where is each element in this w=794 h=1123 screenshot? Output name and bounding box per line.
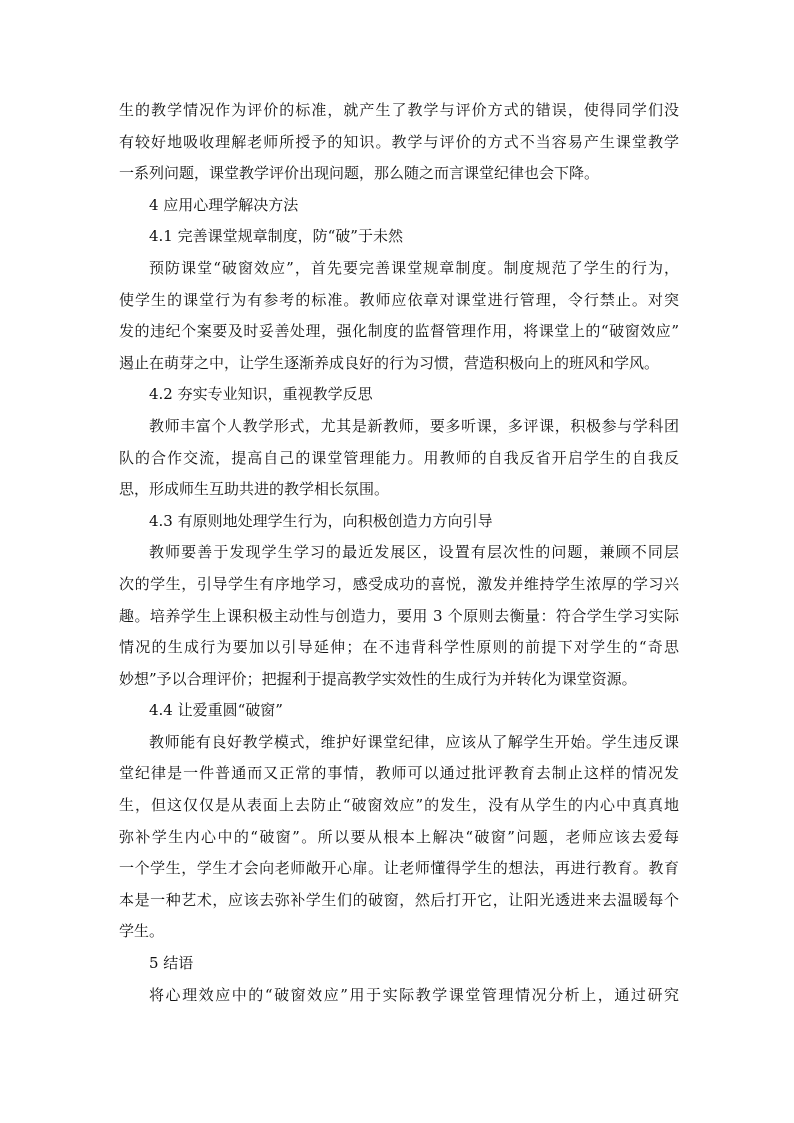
paragraph-line: 生的教学情况作为评价的标准，就产生了教学与评价方式的错误，使得同学们没	[119, 101, 679, 119]
paragraph-line: 发的违纪个案要及时妥善处理，强化制度的监督管理作用，将课堂上的“破窗效应”	[119, 322, 679, 341]
paragraph-line: 情况的生成行为要加以引导延伸；在不违背科学性原则的前提下对学生的“奇思	[119, 638, 679, 657]
paragraph-line: 学生。	[119, 922, 165, 941]
subsection-heading: 4.4 让爱重圆“破窗”	[149, 701, 283, 720]
subsection-heading: 4.2 夯实专业知识，重视教学反思	[149, 385, 373, 404]
paragraph-line: 队的合作交流，提高自己的课堂管理能力。用教师的自我反省开启学生的自我反	[119, 448, 679, 467]
section-heading: 4 应用心理学解决方法	[149, 195, 299, 214]
paragraph-line: 教师要善于发现学生学习的最近发展区，设置有层次性的问题，兼顾不同层	[149, 543, 679, 562]
paragraph-line: 次的学生，引导学生有序地学习，感受成功的喜悦，激发并维持学生浓厚的学习兴	[119, 574, 679, 593]
body-text	[119, 95, 679, 1011]
paragraph-line: 一个学生，学生才会向老师敞开心扉。让老师懂得学生的想法，再进行教育。教育	[119, 859, 679, 878]
paragraph-line: 使学生的课堂行为有参考的标准。教师应依章对课堂进行管理，令行禁止。对突	[119, 290, 679, 309]
paragraph-line: 预防课堂“破窗效应”，首先要完善课堂规章制度。制度规范了学生的行为，	[149, 258, 679, 277]
paragraph-line: 遏止在萌芽之中，让学生逐渐养成良好的行为习惯，营造积极向上的班风和学风。	[119, 353, 660, 372]
paragraph-line: 趣。培养学生上课积极主动性与创造力，要用 3 个原则去衡量：符合学生学习实际	[119, 606, 679, 625]
paragraph-line: 本是一种艺术，应该去弥补学生们的破窗，然后打开它，让阳光透进来去温暖每个	[119, 890, 679, 909]
paragraph-line: 妙想”予以合理评价；把握利于提高教学实效性的生成行为并转化为课堂资源。	[119, 669, 637, 688]
paragraph-line: 思，形成师生互助共进的教学相长氛围。	[119, 480, 390, 499]
paragraph-line: 将心理效应中的“破窗效应”用于实际教学课堂管理情况分析上，通过研究	[149, 985, 679, 1004]
paragraph-line: 教师能有良好教学模式，维护好课堂纪律，应该从了解学生开始。学生违反课	[149, 732, 679, 751]
paragraph-line: 生，但这仅仅是从表面上去防止“破窗效应”的发生，没有从学生的内心中真真地	[119, 796, 679, 815]
paragraph-line: 一系列问题，课堂教学评价出现问题，那么随之而言课堂纪律也会下降。	[119, 164, 600, 183]
paragraph-line: 弥补学生内心中的“破窗”。所以要从根本上解决“破窗”问题，老师应该去爱每	[119, 827, 679, 846]
subsection-heading: 4.3 有原则地处理学生行为，向积极创造力方向引导	[149, 511, 493, 530]
subsection-heading: 4.1 完善课堂规章制度，防“破”于未然	[149, 227, 403, 246]
section-heading: 5 结语	[149, 954, 194, 973]
paragraph-line: 堂纪律是一件普通而又正常的事情，教师可以通过批评教育去制止这样的情况发	[119, 764, 679, 783]
paragraph-line: 教师丰富个人教学形式，尤其是新教师，要多听课，多评课，积极参与学科团	[149, 416, 679, 435]
paragraph-line: 有较好地吸收理解老师所授予的知识。教学与评价的方式不当容易产生课堂教学	[119, 132, 679, 151]
